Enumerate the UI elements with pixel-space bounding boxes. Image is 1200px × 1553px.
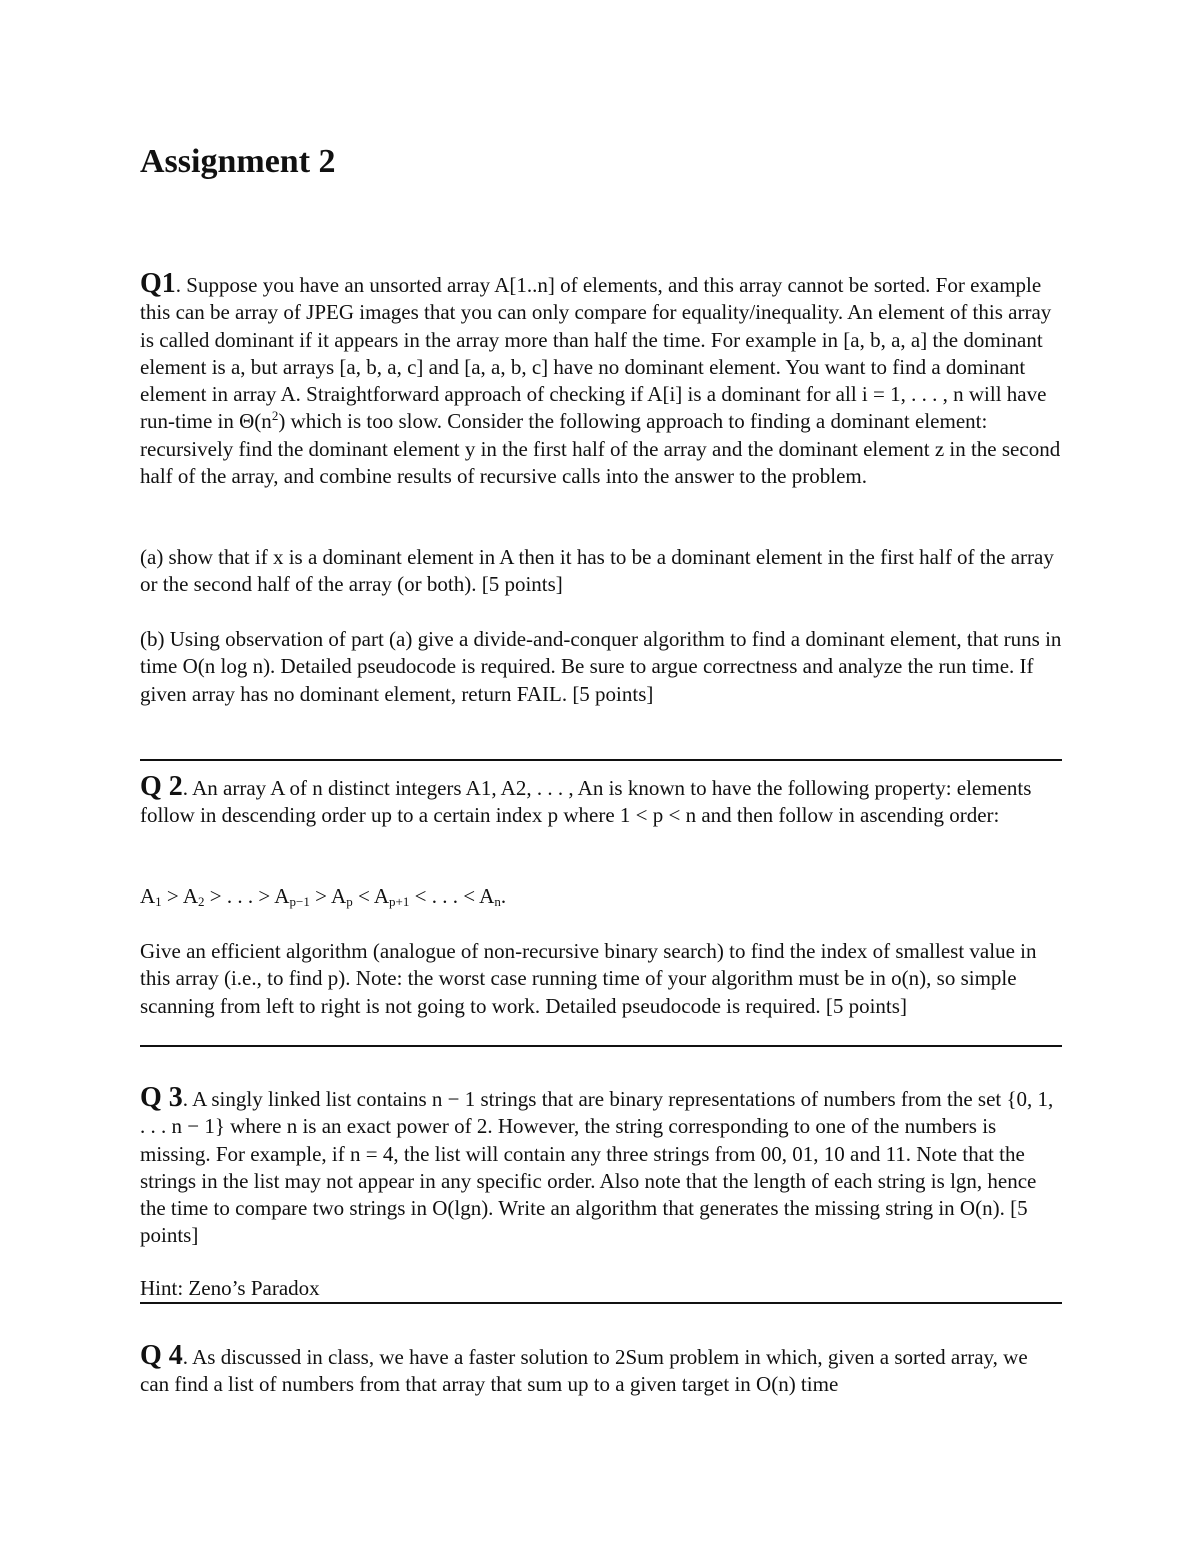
q2-text xyxy=(140,773,1062,830)
formula-subscript: p xyxy=(346,894,353,909)
question-3 xyxy=(140,1084,1062,1250)
question-4 xyxy=(140,1342,1062,1399)
formula-term: < . . . < A xyxy=(409,884,495,908)
formula-term: > A xyxy=(309,884,347,908)
q3-hint xyxy=(140,1275,1062,1302)
formula-term: < A xyxy=(352,884,390,908)
formula-term: > A xyxy=(161,884,199,908)
formula-subscript: 1 xyxy=(155,894,162,909)
q4-text xyxy=(140,1342,1062,1399)
q1-body-part2: ) which is too slow. Consider the following approach to finding a dominant element: recursively find the dominant element y in the first half of the array and the dominant element z in the second half of the array, and combine results of recursive calls into the answer to the problem. xyxy=(140,409,1061,489)
q1-label: Q1 xyxy=(140,268,176,299)
formula-subscript: p+1 xyxy=(389,894,410,909)
q1-text xyxy=(140,270,1062,490)
q3-body: . A singly linked list contains n − 1 strings that are binary representations of numbers from the set {0, 1, . . . n − 1} where n is an exact power of 2. However, the string corresponding to one of the numbers is missing. For example, if n = 4, the list will contain any three strings from 00, 01, 10 and 11. Note that the strings in the list may not appear in any specific order. Also note that the length of each string is lgn, hence the time to compare two strings in O(lgn). Write an algorithm that generates the missing string in O(n). [5 points] xyxy=(140,1087,1054,1248)
q4-body: . As discussed in class, we have a faster solution to 2Sum problem in which, given a sorted array, we can find a list of numbers from that array that sum up to a given target in O(n) time xyxy=(140,1345,1028,1397)
q4-label: Q 4 xyxy=(140,1340,183,1371)
q1-part-a-text: (a) show that if x is a dominant element in A then it has to be a dominant element in the first half of the array or the second half of the array (or both). [5 points] xyxy=(140,545,1054,597)
question-1-part-a xyxy=(140,544,1062,599)
formula-term: A xyxy=(140,884,156,908)
formula-subscript: n xyxy=(494,894,501,909)
q2-task xyxy=(140,938,1062,1020)
q2-task-text: Give an efficient algorithm (analogue of non-recursive binary search) to find the index of smallest value in this array (i.e., to find p). Note: the worst case running time of your algorithm must be in o(n), so simple scanning from left to right is not going to work. Detailed pseudocode is required. [5 points] xyxy=(140,939,1037,1018)
section-divider-1 xyxy=(140,759,1062,761)
q2-formula xyxy=(140,883,1062,910)
q1-superscript: 2 xyxy=(271,408,279,424)
formula-subscript: p−1 xyxy=(289,894,310,909)
section-divider-2 xyxy=(140,1045,1062,1047)
question-2 xyxy=(140,773,1062,830)
q2-formula-text xyxy=(140,883,1062,910)
question-1 xyxy=(140,270,1062,490)
section-divider-3 xyxy=(140,1302,1062,1304)
question-1-part-b xyxy=(140,626,1062,708)
q1-part-b-text: (b) Using observation of part (a) give a divide-and-conquer algorithm to find a dominant element, that runs in time O(n log n). Detailed pseudocode is required. Be sure to argue correctness and analyze the run time. If given array has no dominant element, return FAIL. [5 points] xyxy=(140,627,1062,706)
formula-term: > . . . > A xyxy=(204,884,290,908)
formula-term: . xyxy=(500,884,507,908)
q3-hint-text: Hint: Zeno’s Paradox xyxy=(140,1276,320,1300)
q3-text xyxy=(140,1084,1062,1250)
q1-body-part1: . Suppose you have an unsorted array A[1..n] of elements, and this array cannot be sorted. For example this can be array of JPEG images that you can only compare for equality/inequality. An element of this array is called dominant if it appears in the array more than half the time. For example in [a, b, a, a] the dominant element is a, but arrays [a, b, a, c] and [a, a, b, c] have no dominant element. You want to find a dominant element in array A. Straightforward approach of checking if A[i] is a dominant for all i = 1, . . . , n will have run-time in Θ(n xyxy=(140,273,1052,434)
q2-label: Q 2 xyxy=(140,771,183,802)
q2-body: . An array A of n distinct integers A1, A2, . . . , An is known to have the following property: elements follow in descending order up to a certain index p where 1 < p < n and then follow in ascending order: xyxy=(140,776,1032,828)
page-title: Assignment 2 xyxy=(140,143,336,180)
formula-subscript: 2 xyxy=(198,894,205,909)
q3-label: Q 3 xyxy=(140,1082,183,1113)
